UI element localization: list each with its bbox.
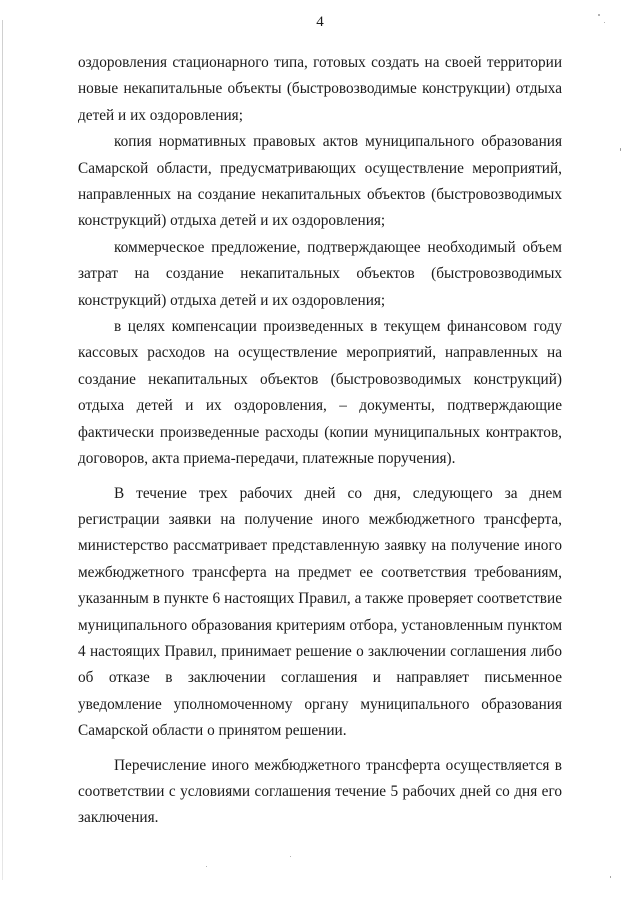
paragraph-commercial-offer: коммерческое предложение, подтверждающее необходимый объем затрат на создание некапитальных объектов (быстровозводимых конструкций) отдыха детей и их оздоровления;	[78, 238, 562, 309]
scan-speck	[610, 876, 611, 878]
paragraph-application-review: В течение трех рабочих дней со дня, следующего за днем регистрации заявки на получение иного межбюджетного трансферта, министерство рассматривает представленную заявку на получение иного межбюджетного трансферта на предмет ее соответствия требованиям, указанным в пункте 6 настоящих Правил, а также проверяет соответствие муниципального образования критериям отбора, установленным пунктом 4 настоящих Правил, принимает решение о заключении соглашения либо об отказе в заключении соглашения и направляет письменное уведомление уполномоченному органу муниципального образования Самарской области о принятом решении.	[78, 484, 562, 740]
document-body	[78, 50, 562, 832]
paragraph-continuation: оздоровления стационарного типа, готовых создать на своей территории новые некапитальные объекты (быстровозводимые конструкции) отдыха детей и их оздоровления;	[78, 54, 562, 124]
paragraph-legal-acts-copy: копия нормативных правовых актов муниципального образования Самарской области, предусматривающих осуществление мероприятий, направленных на создание некапитальных объектов (быстровозводимых конструкций) отдыха детей и их оздоровления;	[78, 133, 562, 230]
scan-edge	[2, 20, 3, 880]
scan-speck	[290, 856, 291, 857]
scan-speck	[620, 148, 621, 151]
paragraph-compensation-documents: в целях компенсации произведенных в текущем финансовом году кассовых расходов на осуществление мероприятий, направленных на создание некапитальных объектов (быстровозводимых конструкций) отдыха детей и их оздоровления, – документы, подтверждающие фактически произведенные расходы (копии муниципальных контрактов, договоров, акта приема-передачи, платежные поручения).	[78, 318, 562, 468]
scan-speck	[598, 14, 600, 16]
scan-speck	[604, 22, 605, 23]
page-number: 4	[316, 14, 324, 30]
paragraph-transfer-payment: Перечисление иного межбюджетного трансферта осуществляется в соответствии с условиями соглашения течение 5 рабочих дней со дня его заключения.	[78, 756, 562, 827]
scan-speck	[206, 866, 207, 867]
